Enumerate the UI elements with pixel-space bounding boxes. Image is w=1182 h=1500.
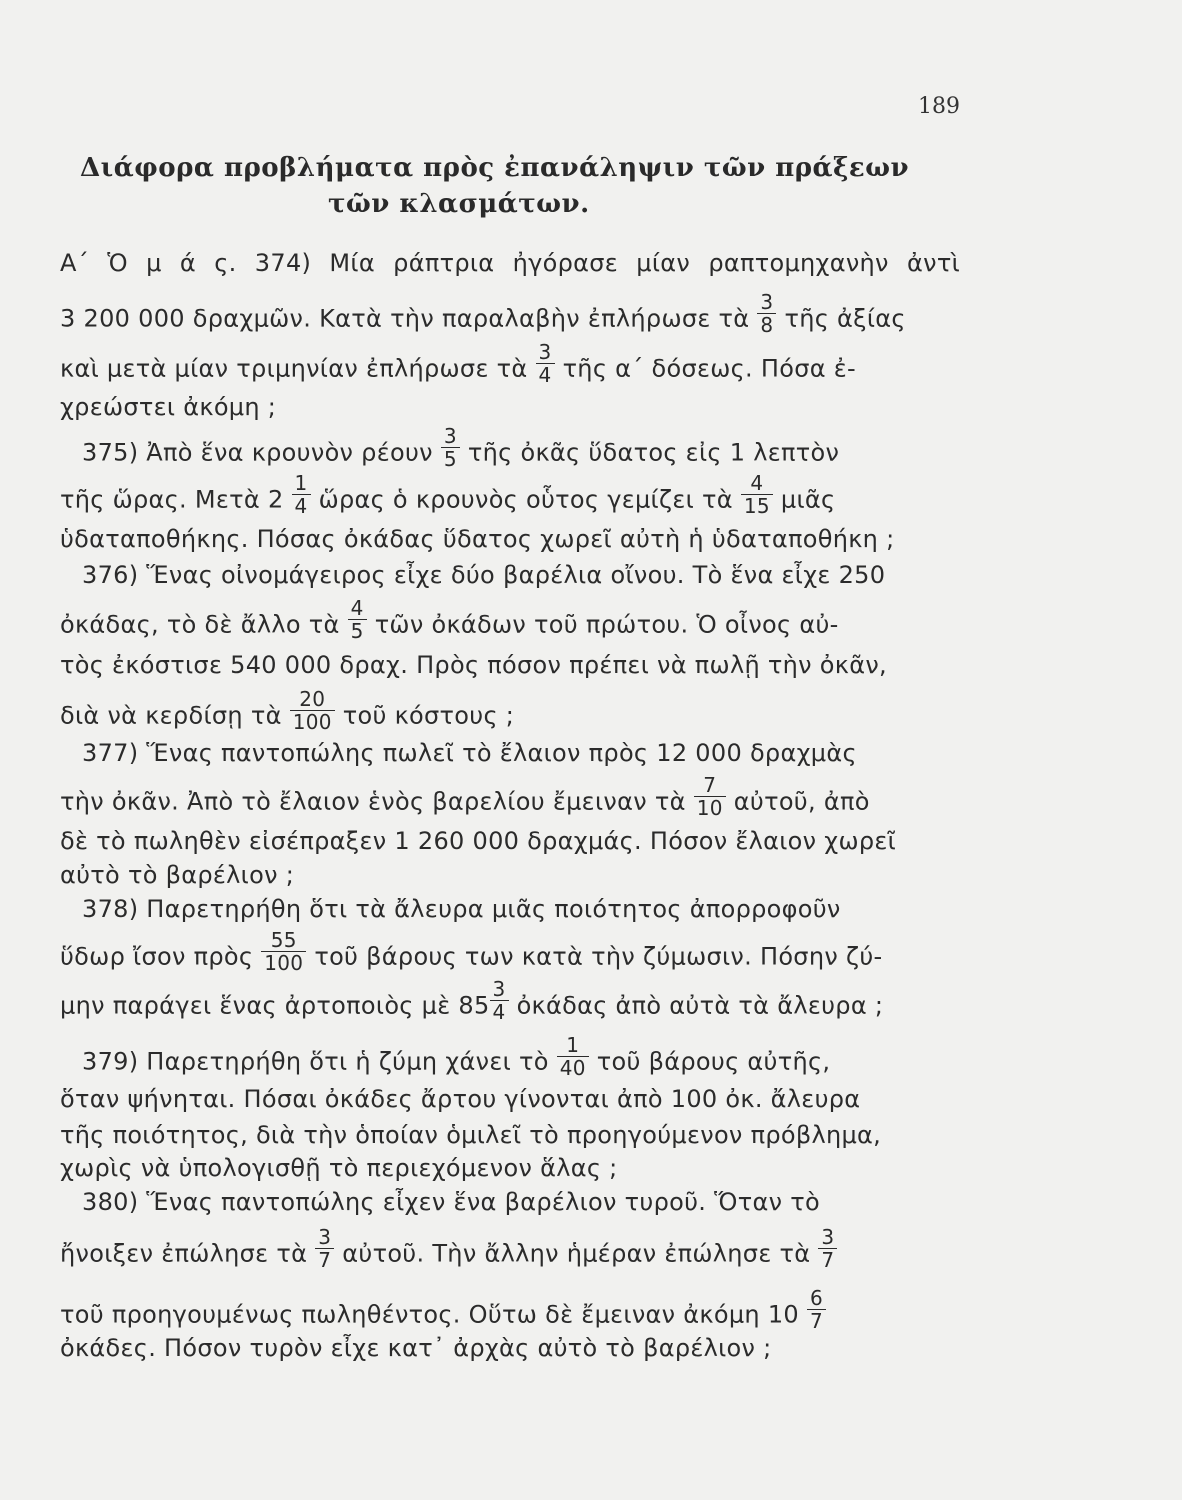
- text-segment: τῆς α΄ δόσεως. Πόσα ἐ-: [562, 354, 857, 383]
- fraction-numerator: 1: [557, 1034, 589, 1057]
- fraction-numerator: 4: [348, 597, 367, 620]
- fraction-numerator: 3: [818, 1226, 837, 1249]
- fraction: [292, 472, 311, 517]
- text-line: [60, 596, 960, 648]
- fraction-numerator: 20: [290, 688, 335, 711]
- text-line: [60, 471, 960, 523]
- text-segment: ὀκάδες. Πόσον τυρὸν εἶχε κατ᾽ ἀρχὰς αὐτὸ τὸ βαρέλιον ;: [60, 1334, 772, 1362]
- fraction: [441, 425, 460, 470]
- fraction-numerator: 3: [757, 291, 776, 314]
- fraction-numerator: 55: [261, 929, 306, 952]
- fraction-denominator: 100: [292, 710, 332, 734]
- fraction-numerator: 6: [807, 1287, 826, 1310]
- text-segment: ὑδαταποθήκης. Πόσας ὀκάδας ὕδατος χωρεῖ αὐτὴ ἡ ὑδαταποθήκη ;: [60, 525, 895, 553]
- text-segment: τῆς ἀξίας: [784, 304, 906, 333]
- text-segment: διὰ νὰ κερδίσῃ τὰ: [60, 701, 282, 730]
- text-segment: 376) Ἕνας οἰνομάγειρος εἶχε δύο βαρέλια οἴνου. Τὸ ἕνα εἶχε 250: [82, 561, 886, 589]
- text-segment: αὐτὸ τὸ βαρέλιον ;: [60, 861, 295, 889]
- text-segment: 375) Ἀπὸ ἕνα κρουνὸν ρέουν: [82, 438, 433, 467]
- text-segment: ὕδωρ ἴσον πρὸς: [60, 942, 254, 971]
- text-segment: τὴν ὀκᾶν. Ἀπὸ τὸ ἔλαιον ἑνὸς βαρελίου ἔμειναν τὰ: [60, 787, 686, 816]
- fraction-numerator: 7: [694, 774, 726, 797]
- text-segment: ὅταν ψήνηται. Πόσαι ὀκάδες ἄρτου γίνονται ἀπὸ 100 ὀκ. ἄλευρα: [60, 1085, 861, 1113]
- fraction: [818, 1226, 837, 1271]
- text-line: [60, 860, 960, 890]
- text-segment: τοῦ βάρους αὐτῆς,: [596, 1047, 831, 1076]
- section-title: [80, 150, 980, 222]
- fraction-denominator: 100: [264, 951, 304, 975]
- text-segment: καὶ μετὰ μίαν τριμηνίαν ἐπλήρωσε τὰ: [60, 354, 528, 383]
- text-line: [60, 1286, 960, 1338]
- fraction-denominator: 4: [538, 363, 552, 387]
- text-line: [60, 1225, 960, 1277]
- text-line: [60, 1084, 960, 1114]
- text-segment: ὀκάδας, τὸ δὲ ἄλλο τὰ: [60, 610, 340, 639]
- text-line: [60, 1120, 960, 1150]
- fraction: [807, 1287, 826, 1332]
- text-segment: 380) Ἕνας παντοπώλης εἶχεν ἕνα βαρέλιον τυροῦ. Ὅταν τὸ: [82, 1188, 820, 1216]
- text-segment: τῶν ὀκάδων τοῦ πρώτου. Ὁ οἶνος αὐ-: [374, 610, 839, 639]
- fraction-denominator: 5: [443, 447, 457, 471]
- text-segment: τὸς ἐκόστισε 540 000 δραχ. Πρὸς πόσον πρέπει νὰ πωλῇ τὴν ὀκᾶν,: [60, 651, 887, 679]
- text-segment: αὐτοῦ. Τὴν ἄλλην ἡμέραν ἐπώλησε τὰ: [342, 1239, 811, 1268]
- text-segment: δὲ τὸ πωληθὲν εἰσέπραξεν 1 260 000 δραχμάς. Πόσον ἔλαιον χωρεῖ: [60, 827, 897, 855]
- text-segment: τῆς ὀκᾶς ὕδατος εἰς 1 λεπτὸν: [467, 438, 840, 467]
- fraction-denominator: 5: [350, 619, 364, 643]
- fraction-denominator: 40: [559, 1056, 586, 1080]
- text-segment: τοῦ κόστους ;: [342, 701, 515, 730]
- text-segment: τοῦ βάρους των κατὰ τὴν ζύμωσιν. Πόσην ζύ-: [314, 942, 883, 971]
- text-segment: αὐτοῦ, ἀπὸ: [733, 787, 870, 816]
- text-line: [60, 977, 960, 1029]
- fraction-denominator: 10: [696, 796, 723, 820]
- fraction: [290, 688, 335, 733]
- text-segment: χρεώστει ἀκόμη ;: [60, 393, 277, 421]
- text-line: [60, 1333, 960, 1363]
- text-segment: 379) Παρετηρήθη ὅτι ἡ ζύμη χάνει τὸ: [82, 1047, 549, 1076]
- fraction-numerator: 3: [315, 1226, 334, 1249]
- text-segment: 378) Παρετηρήθη ὅτι τὰ ἄλευρα μιᾶς ποιότητος ἀπορροφοῦν: [82, 895, 841, 923]
- text-line: [82, 560, 982, 590]
- fraction: [536, 341, 555, 386]
- text-line: [82, 1033, 982, 1085]
- text-line: [60, 340, 960, 392]
- fraction: [557, 1034, 589, 1079]
- text-line: [60, 290, 960, 342]
- text-line: [82, 424, 982, 476]
- fraction-numerator: 3: [536, 341, 555, 364]
- fraction-denominator: 4: [492, 1000, 506, 1024]
- text-line: [60, 928, 960, 980]
- text-line: [60, 248, 960, 278]
- text-line: [60, 687, 960, 739]
- text-line: [60, 826, 960, 856]
- page-number: 189: [918, 94, 960, 119]
- text-line: [82, 738, 982, 768]
- text-line: [60, 650, 960, 680]
- fraction-denominator: 15: [743, 494, 770, 518]
- fraction-denominator: 7: [318, 1248, 332, 1272]
- text-segment: 3 200 000 δραχμῶν. Κατὰ τὴν παραλαβὴν ἐπλήρωσε τὰ: [60, 304, 750, 333]
- text-segment: μιᾶς: [780, 485, 836, 514]
- text-line: [60, 1153, 960, 1183]
- fraction-numerator: 3: [490, 978, 509, 1001]
- title-line-2: τῶν κλασμάτων.: [328, 189, 590, 219]
- text-line: [60, 392, 960, 422]
- fraction: [348, 597, 367, 642]
- fraction-denominator: 7: [821, 1248, 835, 1272]
- text-segment: ὀκάδας ἀπὸ αὐτὰ τὰ ἄλευρα ;: [516, 991, 884, 1020]
- fraction: [741, 472, 773, 517]
- fraction: [694, 774, 726, 819]
- text-segment: ὥρας ὁ κρουνὸς οὗτος γεμίζει τὰ: [318, 485, 733, 514]
- fraction-numerator: 1: [292, 472, 311, 495]
- text-segment: μην παράγει ἕνας ἀρτοποιὸς μὲ 85: [60, 991, 490, 1020]
- text-line: [60, 524, 960, 554]
- title-line-1: Διάφορα προβλήματα πρὸς ἐπανάληψιν τῶν πράξεων: [80, 153, 910, 183]
- text-segment: ἤνοιξεν ἐπώλησε τὰ: [60, 1239, 308, 1268]
- fraction: [261, 929, 306, 974]
- fraction-denominator: 8: [760, 313, 774, 337]
- fraction: [315, 1226, 334, 1271]
- text-segment: τῆς ὥρας. Μετὰ 2: [60, 485, 284, 514]
- text-segment: Α΄ Ὁ μ ά ς. 374) Μία ράπτρια ἠγόρασε μίαν ραπτομηχανὴν ἀντὶ: [60, 249, 960, 277]
- text-segment: 377) Ἕνας παντοπώλης πωλεῖ τὸ ἔλαιον πρὸς 12 000 δραχμὰς: [82, 739, 857, 767]
- fraction-denominator: 4: [294, 494, 308, 518]
- fraction-numerator: 3: [441, 425, 460, 448]
- text-line: [82, 1187, 982, 1217]
- fraction-numerator: 4: [741, 472, 773, 495]
- fraction: [757, 291, 776, 336]
- fraction-denominator: 7: [810, 1309, 824, 1333]
- text-segment: χωρὶς νὰ ὑπολογισθῇ τὸ περιεχόμενον ἅλας ;: [60, 1154, 618, 1182]
- text-segment: τῆς ποιότητος, διὰ τὴν ὁποίαν ὁμιλεῖ τὸ προηγούμενον πρόβλημα,: [60, 1121, 882, 1149]
- text-segment: τοῦ προηγουμένως πωληθέντος. Οὕτω δὲ ἔμειναν ἀκόμη 10: [60, 1300, 799, 1329]
- text-line: [82, 894, 982, 924]
- text-line: [60, 773, 960, 825]
- fraction: [490, 978, 509, 1023]
